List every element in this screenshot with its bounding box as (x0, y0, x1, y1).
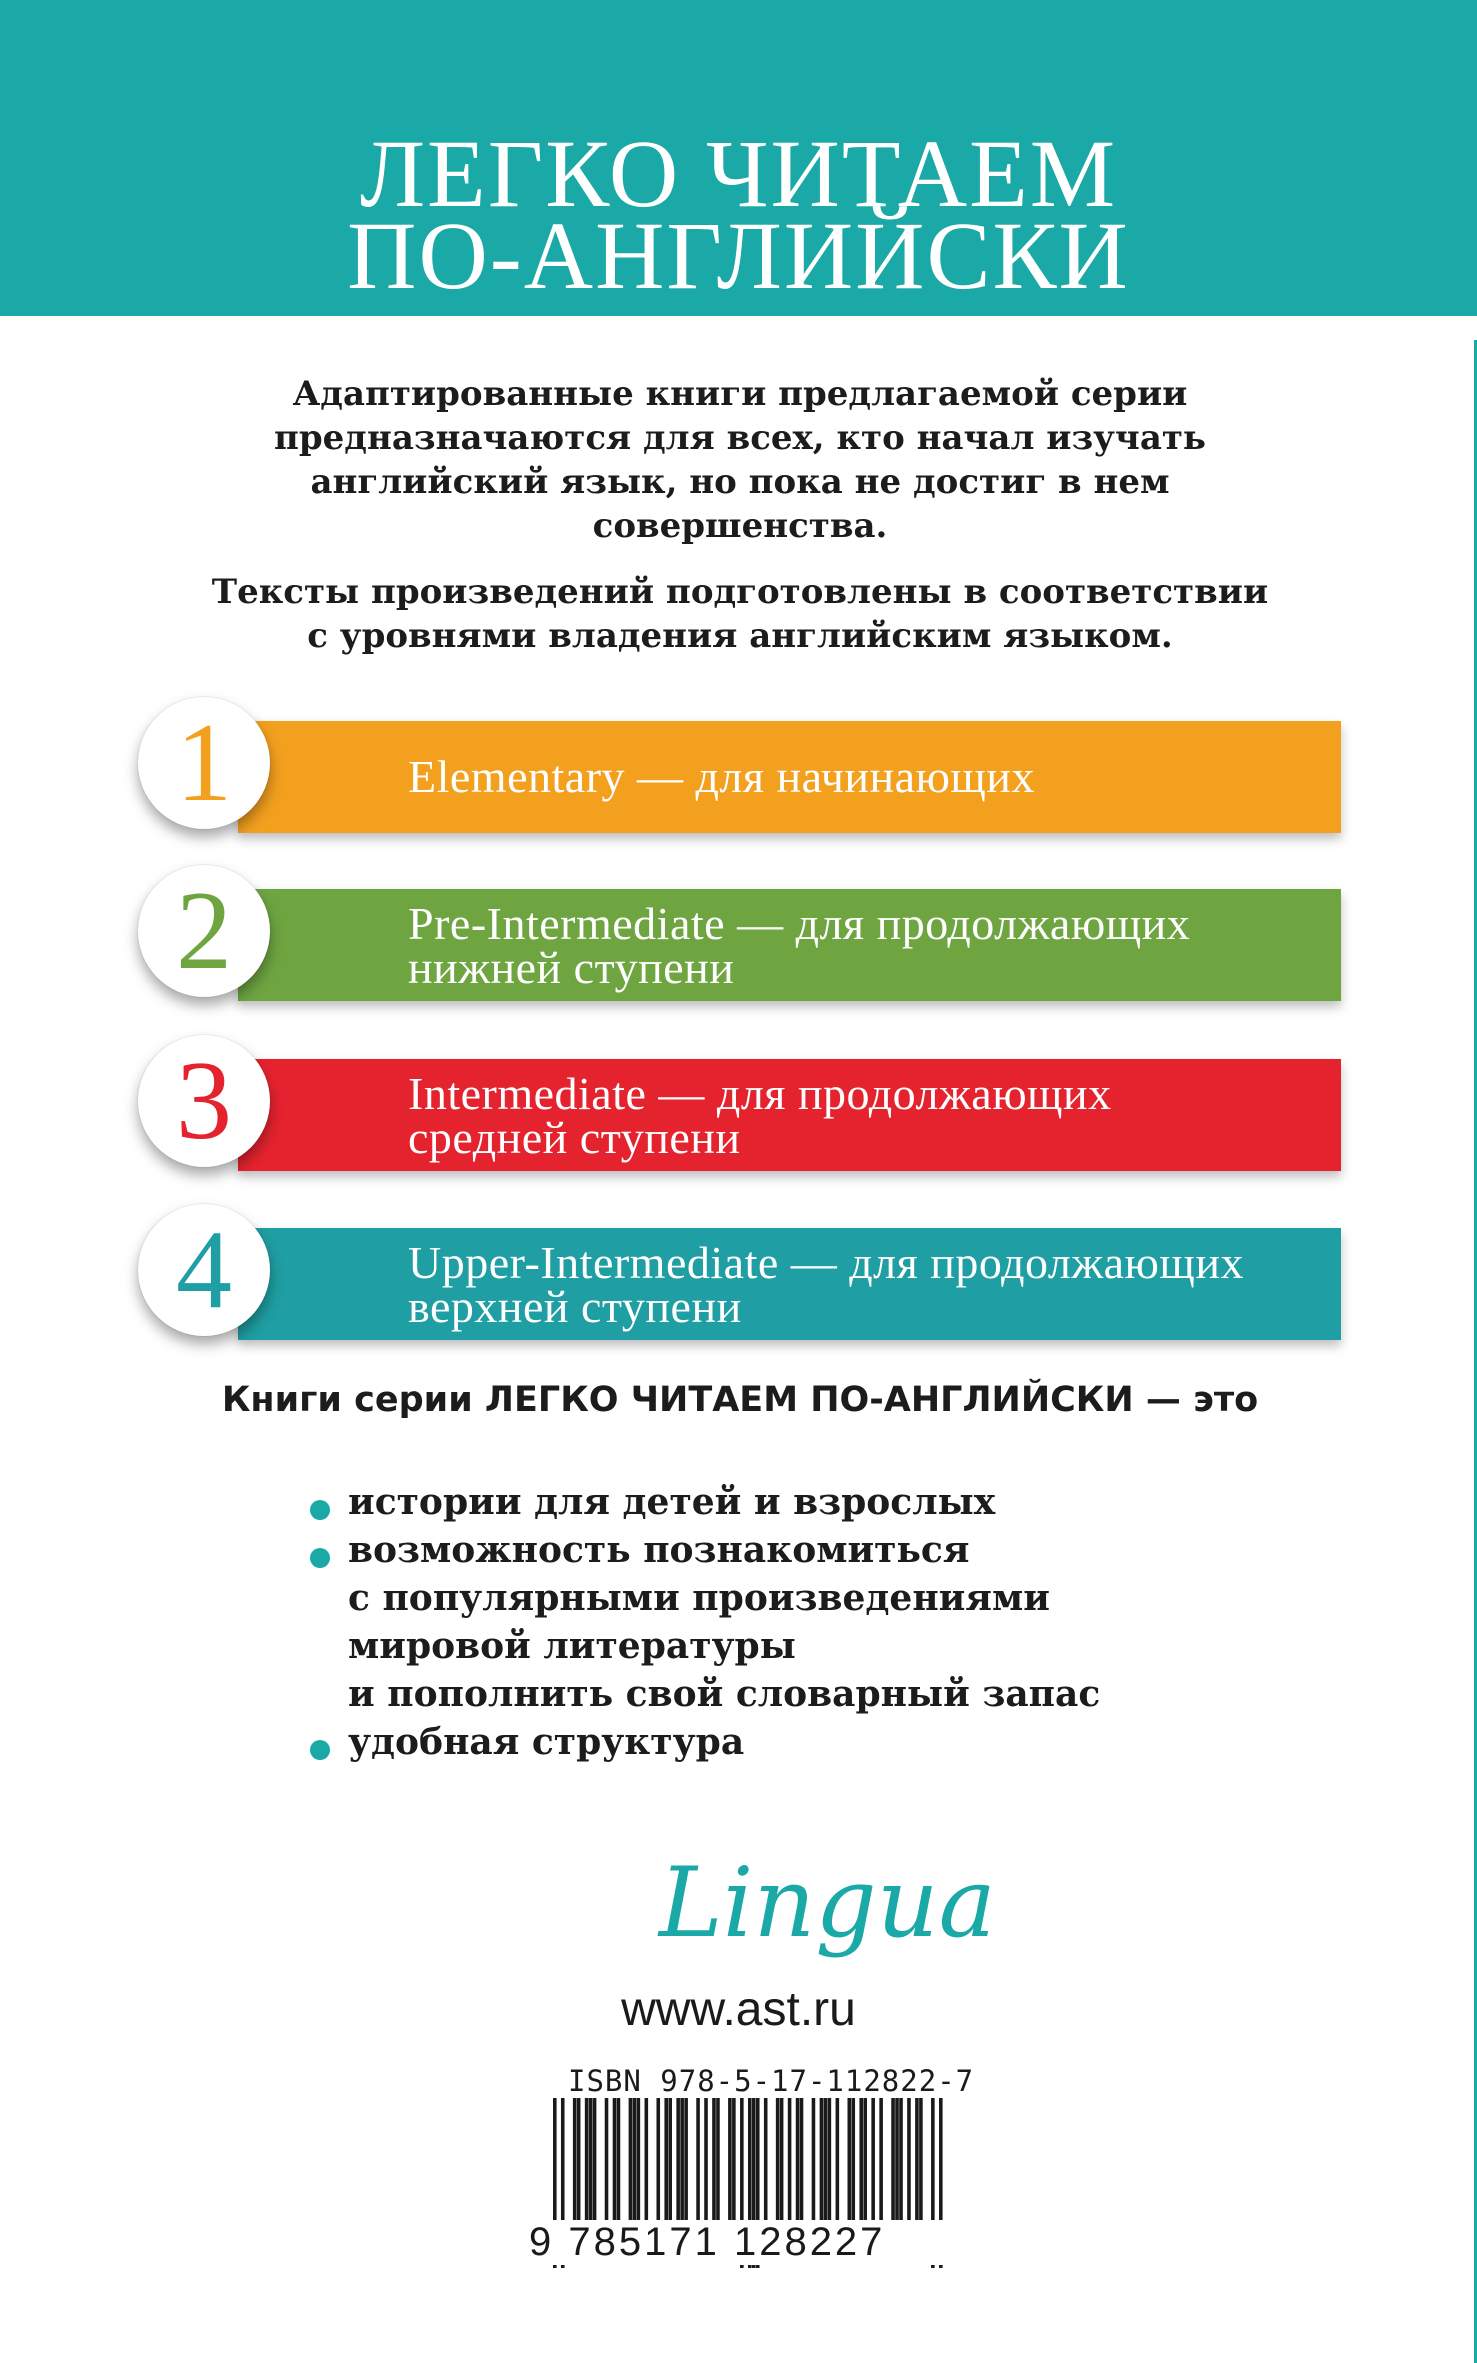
series-prefix: Книги серии (221, 1380, 485, 1420)
level-bar (238, 721, 1341, 833)
barcode-bar (617, 2098, 621, 2238)
barcode-bar (728, 2098, 732, 2238)
barcode-bar (764, 2098, 768, 2238)
list-item-line: возможность познакомиться (348, 1529, 970, 1571)
lingua-logo-icon (655, 1847, 996, 1960)
level-sublabel: средней ступени (408, 1112, 741, 1163)
barcode-bar (800, 2098, 804, 2238)
barcode-bar (871, 2098, 875, 2238)
intro-paragraph-2 (140, 570, 1340, 658)
barcode-bar (863, 2098, 867, 2238)
barcode-bar (668, 2098, 672, 2238)
barcode-bar (796, 2098, 800, 2238)
barcode-bar (824, 2098, 828, 2238)
list-item (300, 1718, 1200, 1766)
series-suffix: — это (1133, 1380, 1259, 1420)
barcode-bar (577, 2098, 581, 2238)
list-item-line: и пополнить свой словарный запас (348, 1673, 1101, 1715)
barcode-bar (585, 2098, 589, 2238)
barcode-bar (907, 2098, 911, 2238)
list-item (300, 1478, 1200, 1526)
barcode-bar (716, 2098, 720, 2238)
barcode-bar (788, 2098, 792, 2238)
level-bar (238, 889, 1341, 1001)
barcode-bar (684, 2098, 688, 2238)
list-item-line: удобная структура (348, 1721, 745, 1763)
header-banner (0, 0, 1477, 316)
level-1-row (138, 701, 1341, 833)
level-number-badge: 1 (138, 697, 270, 829)
barcode-bar (820, 2098, 824, 2238)
intro-paragraph-1 (140, 372, 1340, 548)
barcode-bar (589, 2098, 593, 2238)
barcode-bar (828, 2098, 832, 2238)
barcode-bar (919, 2098, 923, 2238)
barcode-bar (899, 2098, 903, 2238)
barcode-bar (593, 2098, 597, 2238)
barcode-bar (637, 2098, 641, 2238)
barcode-bar (836, 2098, 840, 2238)
level-sublabel: верхней ступени (408, 1281, 742, 1332)
barcode-digits: 9 785171 128227 (527, 2220, 969, 2265)
intro-line: Адаптированные книги предлагаемой серии (292, 374, 1188, 414)
level-label: Intermediate — для продолжающих (408, 1068, 1112, 1119)
barcode-bar (776, 2098, 780, 2238)
barcode-bar (732, 2098, 736, 2238)
barcode-bar (656, 2098, 660, 2238)
barcode-bar (676, 2098, 680, 2238)
intro-line: совершенства. (592, 506, 888, 546)
intro-line: Тексты произведений подготовлены в соответствии (211, 572, 1269, 612)
bullet-dot-icon (310, 1740, 330, 1760)
barcode-bar (573, 2098, 577, 2238)
list-item-line: мировой литературы (348, 1625, 796, 1667)
barcode-bar (847, 2098, 851, 2238)
intro-line: с уровнями владения английским языком. (307, 616, 1173, 656)
barcode-bar (712, 2098, 716, 2238)
level-sublabel: нижней ступени (408, 942, 735, 993)
barcode-bar (645, 2098, 649, 2238)
logo-text: Lingua (659, 1847, 996, 1959)
level-bar (238, 1228, 1341, 1340)
series-title-line2: ПО-АНГЛИЙСКИ (347, 202, 1130, 309)
feature-list (300, 1478, 1200, 1766)
series-title-line1: ЛЕГКО ЧИТАЕМ (359, 120, 1118, 227)
barcode-bar (696, 2098, 700, 2238)
barcode-bar (629, 2098, 633, 2238)
barcode-bar (851, 2098, 855, 2238)
barcode-bar (891, 2098, 895, 2238)
intro-line: английский язык, но пока не достиг в нем (310, 462, 1170, 502)
level-label: Elementary — для начинающих (408, 751, 1035, 802)
barcode-bar (680, 2098, 684, 2238)
bullet-dot-icon (310, 1500, 330, 1520)
level-bar (238, 1059, 1341, 1171)
list-item-line: истории для детей и взрослых (348, 1481, 996, 1523)
level-number-badge: 4 (138, 1204, 270, 1336)
barcode-bar (895, 2098, 899, 2238)
barcode-bar (859, 2098, 863, 2238)
series-name: ЛЕГКО ЧИТАЕМ ПО-АНГЛИЙСКИ (484, 1380, 1134, 1420)
level-number-badge: 3 (138, 1035, 270, 1167)
isbn-label: ISBN 978-5-17-112822-7 (568, 2064, 975, 2098)
series-statement (120, 1380, 1360, 1420)
level-2-row (138, 869, 1341, 1001)
publisher-logo (655, 1847, 996, 1960)
bullet-dot-icon (310, 1548, 330, 1568)
barcode-bar (633, 2098, 637, 2238)
barcode-bar (704, 2098, 708, 2238)
level-4-row (138, 1208, 1341, 1340)
intro-line: предназначаются для всех, кто начал изучать (274, 418, 1206, 458)
level-label: Pre-Intermediate — для продолжающих (408, 898, 1191, 949)
level-label: Upper-Intermediate — для продолжающих (408, 1237, 1244, 1288)
barcode-bar (613, 2098, 617, 2238)
barcode-bar (605, 2098, 609, 2238)
barcode-bar (915, 2098, 919, 2238)
barcode-bar (812, 2098, 816, 2238)
barcode-bar (879, 2098, 883, 2238)
list-item-line: с популярными произведениями (348, 1577, 1050, 1619)
publisher-url: www.ast.ru (621, 1983, 856, 2036)
barcode-bar (664, 2098, 668, 2238)
level-3-row (138, 1039, 1341, 1171)
level-number-badge: 2 (138, 865, 270, 997)
list-item (300, 1526, 1200, 1718)
barcode-bar (780, 2098, 784, 2238)
